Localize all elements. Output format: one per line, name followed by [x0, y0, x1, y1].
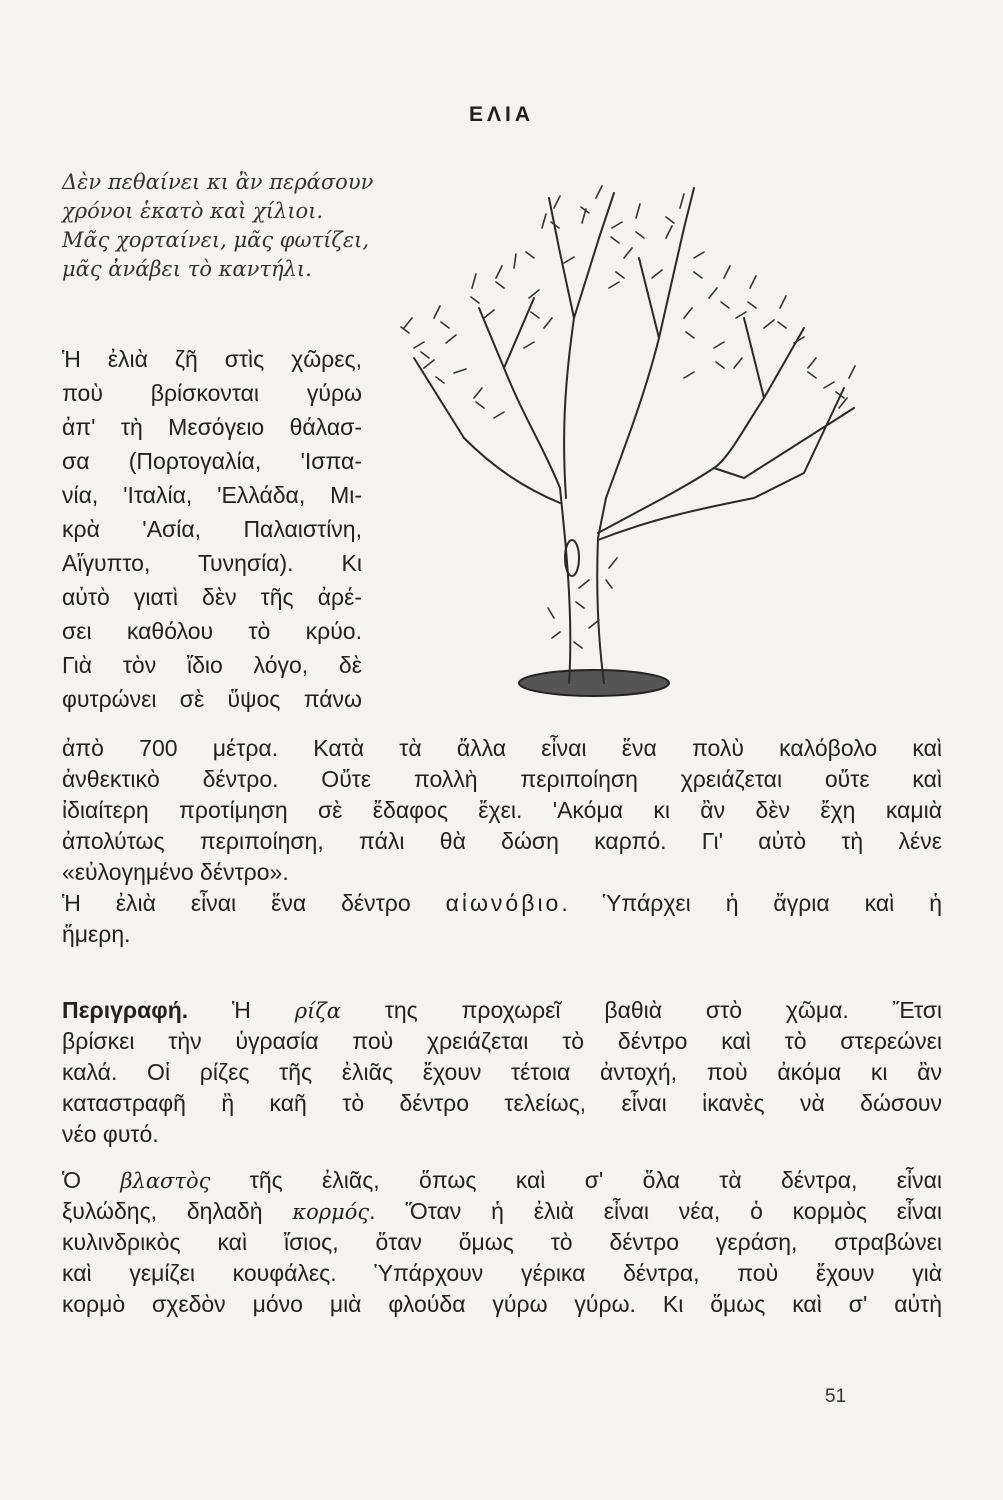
paragraph-1	[62, 733, 942, 950]
text-line: κορμὸ σχεδὸν μόνο μιὰ φλούδα γύρω γύρω. Κι ὅμως καὶ σ' αὐτὴ	[62, 1291, 942, 1317]
text-line: ἀπὸ 700 μέτρα. Κατὰ τὰ ἄλλα εἶναι ἕνα πολὺ καλόβολο καὶ	[62, 735, 942, 761]
poem-line: Δὲν πεθαίνει κι ἂν περάσουν	[62, 170, 374, 194]
text-line: νέο φυτό.	[62, 1121, 159, 1147]
paragraph-description	[62, 995, 942, 1150]
text-line: νία, 'Ιταλία, 'Ελλάδα, Μι-	[62, 482, 362, 508]
text-line	[62, 995, 942, 1026]
page-title: ΕΛΙΑ	[468, 103, 534, 126]
poem-line: χρόνοι ἑκατὸ καὶ χίλιοι.	[62, 199, 324, 223]
text-span: . Ὅταν ἡ ἐλιὰ εἶναι νέα, ὁ κορμὸς εἶναι	[369, 1198, 942, 1224]
text-span: τῆς ἐλιᾶς, ὅπως καὶ σ' ὅλα τὰ δέντρα, εἶναι	[249, 1167, 943, 1193]
text-line: καὶ γεμίζει κουφάλες. Ὑπάρχουν γέρικα δέντρα, ποὺ ἔχουν γιὰ	[62, 1260, 942, 1286]
column-text	[62, 342, 362, 716]
emphasized-word: αἰωνόβιο	[445, 890, 562, 916]
text-line: φυτρώνει σὲ ὕψος πάνω	[62, 686, 362, 712]
text-span: Ἡ	[232, 997, 251, 1023]
text-line: καλά. Οἱ ρίζες τῆς ἐλιᾶς ἔχουν τέτοια ἀντοχή, ποὺ ἀκόμα κι ἂν	[62, 1059, 942, 1085]
page-number: 51	[825, 1386, 847, 1407]
text-line: καταστραφῆ ἢ καῆ τὸ δέντρο τελείως, εἶναι ἱκανὲς νὰ δώσουν	[62, 1090, 942, 1116]
text-line: σα (Πορτογαλία, 'Ισπα-	[62, 448, 362, 474]
poem-line: μᾶς ἀνάβει τὸ καντήλι.	[62, 257, 312, 281]
text-line	[62, 888, 942, 919]
paragraph-stem	[62, 1165, 942, 1320]
text-span: της προχωρεῖ βαθιὰ στὸ χῶμα. Ἔτσι	[384, 997, 943, 1023]
italic-term: βλαστὸς	[120, 1169, 211, 1193]
text-line: ἰδιαίτερη προτίμηση σὲ ἔδαφος ἔχει. 'Ακόμα κι ἂν δὲν ἔχη καμιὰ	[62, 797, 942, 823]
text-line: ἀπ' τὴ Μεσόγειο θάλασ-	[62, 414, 362, 440]
text-line: Αἴγυπτο, Τυνησία). Κι	[62, 550, 362, 576]
text-line	[62, 1196, 942, 1227]
text-span: Ὁ	[62, 1167, 82, 1193]
text-line: βρίσκει τὴν ὑγρασία ποὺ χρειάζεται τὸ δέντρο καὶ τὸ στερεώνει	[62, 1028, 942, 1054]
text-line: ἥμερη.	[62, 921, 131, 947]
text-line: Ἡ ἐλιὰ ζῆ στὶς χῶρες,	[62, 346, 362, 372]
text-span: Ἡ ἐλιὰ εἶναι ἕνα δέντρο	[62, 890, 411, 916]
text-line: κυλινδρικὸς καὶ ἴσιος, ὅταν ὅμως τὸ δέντρο γεράση, στραβώνει	[62, 1229, 942, 1255]
text-line: σει καθόλου τὸ κρύο.	[62, 618, 362, 644]
text-line: Γιὰ τὸν ἴδιο λόγο, δὲ	[62, 652, 362, 678]
text-line: κρὰ 'Ασία, Παλαιστίνη,	[62, 516, 362, 542]
text-span: . Ὑπάρχει ἡ ἄγρια καὶ ἡ	[561, 890, 943, 916]
section-heading: Περιγραφή.	[62, 997, 189, 1023]
text-span: ξυλώδης, δηλαδὴ	[62, 1198, 263, 1224]
poem-line: Μᾶς χορταίνει, μᾶς φωτίζει,	[62, 228, 369, 252]
poem	[62, 168, 422, 284]
italic-term: ρίζα	[294, 999, 341, 1023]
text-line	[62, 1165, 942, 1196]
text-line: ἀπολύτως περιποίηση, πάλι θὰ δώση καρπό. Γι' αὐτὸ τὴ λένε	[62, 828, 942, 854]
italic-term: κορμός	[292, 1200, 370, 1224]
text-line: «εὐλογημένο δέντρο».	[62, 859, 289, 885]
text-line: ἀνθεκτικὸ δέντρο. Οὔτε πολλὴ περιποίηση χρειάζεται οὔτε καὶ	[62, 766, 942, 792]
text-line: αὐτὸ γιατὶ δὲν τῆς ἀρέ-	[62, 584, 362, 610]
text-line: ποὺ βρίσκονται γύρω	[62, 380, 362, 406]
olive-tree-illustration	[384, 168, 874, 713]
